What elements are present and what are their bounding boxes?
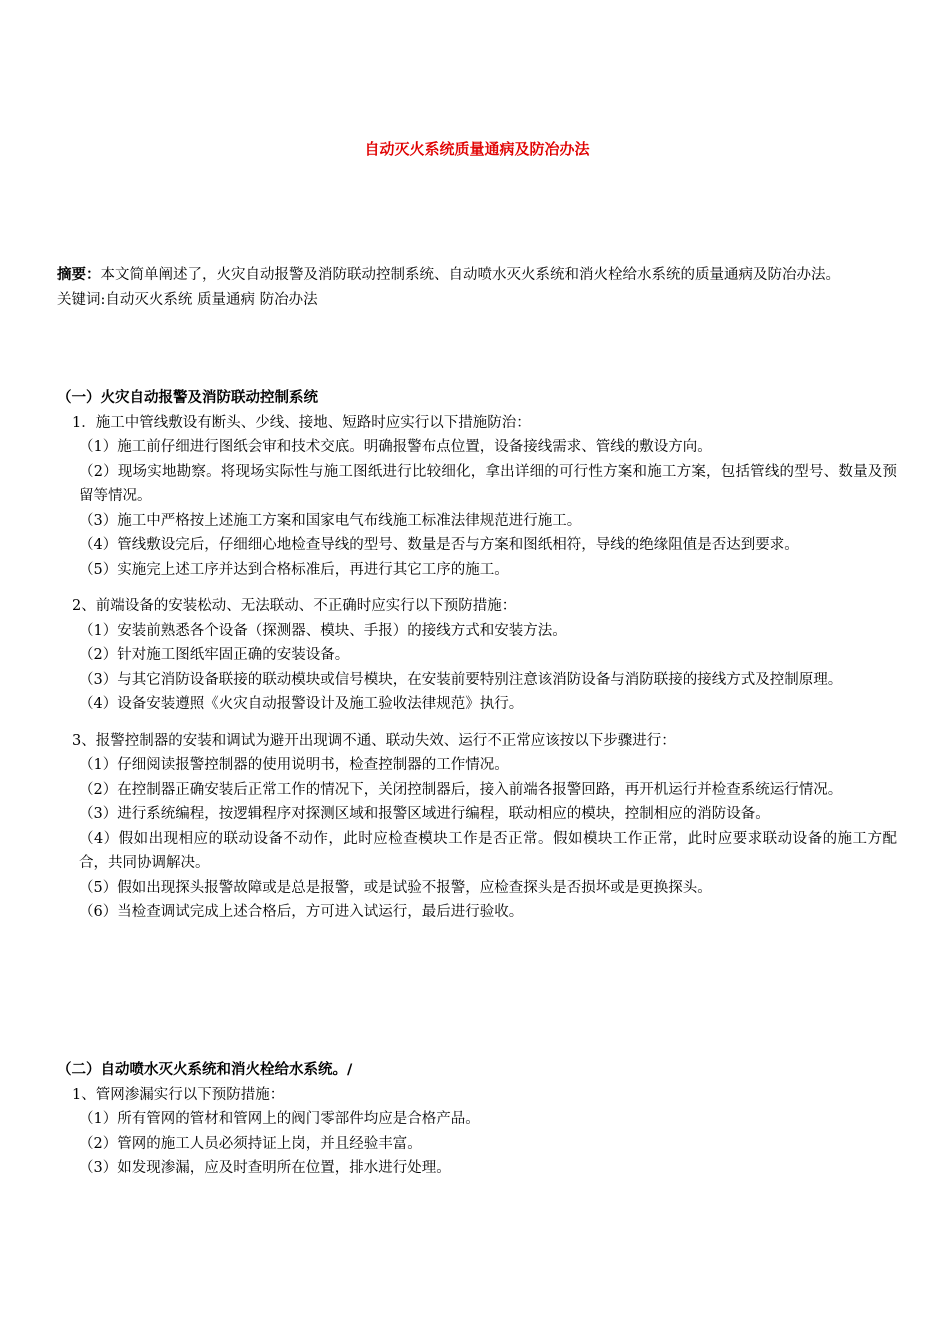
section-1-item-3-point: （3）进行系统编程，按逻辑程序对探测区域和报警区域进行编程，联动相应的模块，控制相应的消防设备。 xyxy=(79,806,770,822)
section-2-item-1-point: （1）所有管网的管材和管网上的阀门零部件均应是合格产品。 xyxy=(79,1111,480,1127)
section-2-heading: （二）自动喷水灭火系统和消火栓给水系统。/ xyxy=(57,1062,353,1078)
section-2-item-1-point: （2）管网的施工人员必须持证上岗，并且经验丰富。 xyxy=(79,1135,422,1152)
section-2-item-1-point: （3）如发现渗漏，应及时查明所在位置，排水进行处理。 xyxy=(79,1160,451,1176)
section-1-item-3-lead: 3、报警控制器的安装和调试为避开出现调不通、联动失效、运行不正常应该按以下步骤进行： xyxy=(72,732,676,749)
keywords-line: 关键词:自动灭火系统 质量通病 防冶办法 xyxy=(57,291,318,308)
section-1-item-1-point: （3）施工中严格按上述施工方案和国家电气布线施工标准法律规范进行施工。 xyxy=(79,512,582,529)
paragraph-gap xyxy=(57,717,897,729)
section-1-item-2-point: （2）针对施工图纸牢固正确的安装设备。 xyxy=(79,647,350,663)
paragraph-gap xyxy=(57,582,897,594)
section-1-item-2-lead: 2、前端设备的安装松动、无法联动、不正确时应实行以下预防措施： xyxy=(72,598,517,614)
section-1-item-1-point: （4）管线敷设完后，仔细细心地检查导线的型号、数量是否与方案和图纸相符，导线的绝缘阻值是否达到要求。 xyxy=(79,537,799,553)
abstract-block xyxy=(57,263,897,312)
section-1-item-3-point: （2）在控制器正确安装后正常工作的情况下，关闭控制器后，接入前端各报警回路，再开机运行并检查系统运行情况。 xyxy=(79,781,843,798)
section-1-item-1-lead: 1．施工中管线敷设有断头、少线、接地、短路时应实行以下措施防治： xyxy=(72,414,531,431)
section-2-item-1-lead: 1、管网渗漏实行以下预防措施： xyxy=(72,1086,285,1103)
document-title: 自动灭火系统质量通病及防冶办法 xyxy=(364,140,590,158)
section-1-item-2-point: （4）设备安装遵照《火灾自动报警设计及施工验收法律规范》执行。 xyxy=(79,696,524,712)
section-1-item-3-point: （5）假如出现探头报警故障或是总是报警，或是试验不报警，应检查探头是否损坏或是更换探头。 xyxy=(79,879,712,896)
section-1-item-3-point: （6）当检查调试完成上述合格后，方可进入试运行，最后进行验收。 xyxy=(79,904,524,920)
abstract-label: 摘要： xyxy=(57,267,101,283)
section-1-heading: （一）火灾自动报警及消防联动控制系统 xyxy=(57,390,318,406)
abstract-text: 本文简单阐述了，火灾自动报警及消防联动控制系统、自动喷水灭火系统和消火栓给水系统的质量通病及防冶办法。 xyxy=(100,267,840,283)
section-1-item-2-point: （1）安装前熟悉各个设备（探测器、模块、手报）的接线方式和安装方法。 xyxy=(79,622,567,639)
section-1-item-1-point: （5）实施完上述工序并达到合格标准后，再进行其它工序的施工。 xyxy=(79,561,509,578)
document-page xyxy=(57,0,897,1344)
section-1-item-1-point: （2）现场实地勘察。将现场实际性与施工图纸进行比较细化，拿出详细的可行性方案和施工方案，包括管线的型号、数量及预留等情况。 xyxy=(79,463,897,504)
section-1-item-1-point: （1）施工前仔细进行图纸会审和技术交底。明确报警布点位置，设备接线需求、管线的敷设方向。 xyxy=(79,439,712,455)
section-1 xyxy=(57,386,897,925)
section-1-item-2-point: （3）与其它消防设备联接的联动模块或信号模块，在安装前要特别注意该消防设备与消防联接的接线方式及控制原理。 xyxy=(79,671,843,688)
section-1-item-3-point: （1）仔细阅读报警控制器的使用说明书，检查控制器的工作情况。 xyxy=(79,757,509,773)
abstract-paragraph xyxy=(57,263,897,288)
section-1-item-3-point: （4）假如出现相应的联动设备不动作，此时应检查模块工作是否正常。假如模块工作正常，此时应要求联动设备的施工方配合，共同协调解决。 xyxy=(79,830,897,871)
section-2 xyxy=(57,1058,897,1181)
